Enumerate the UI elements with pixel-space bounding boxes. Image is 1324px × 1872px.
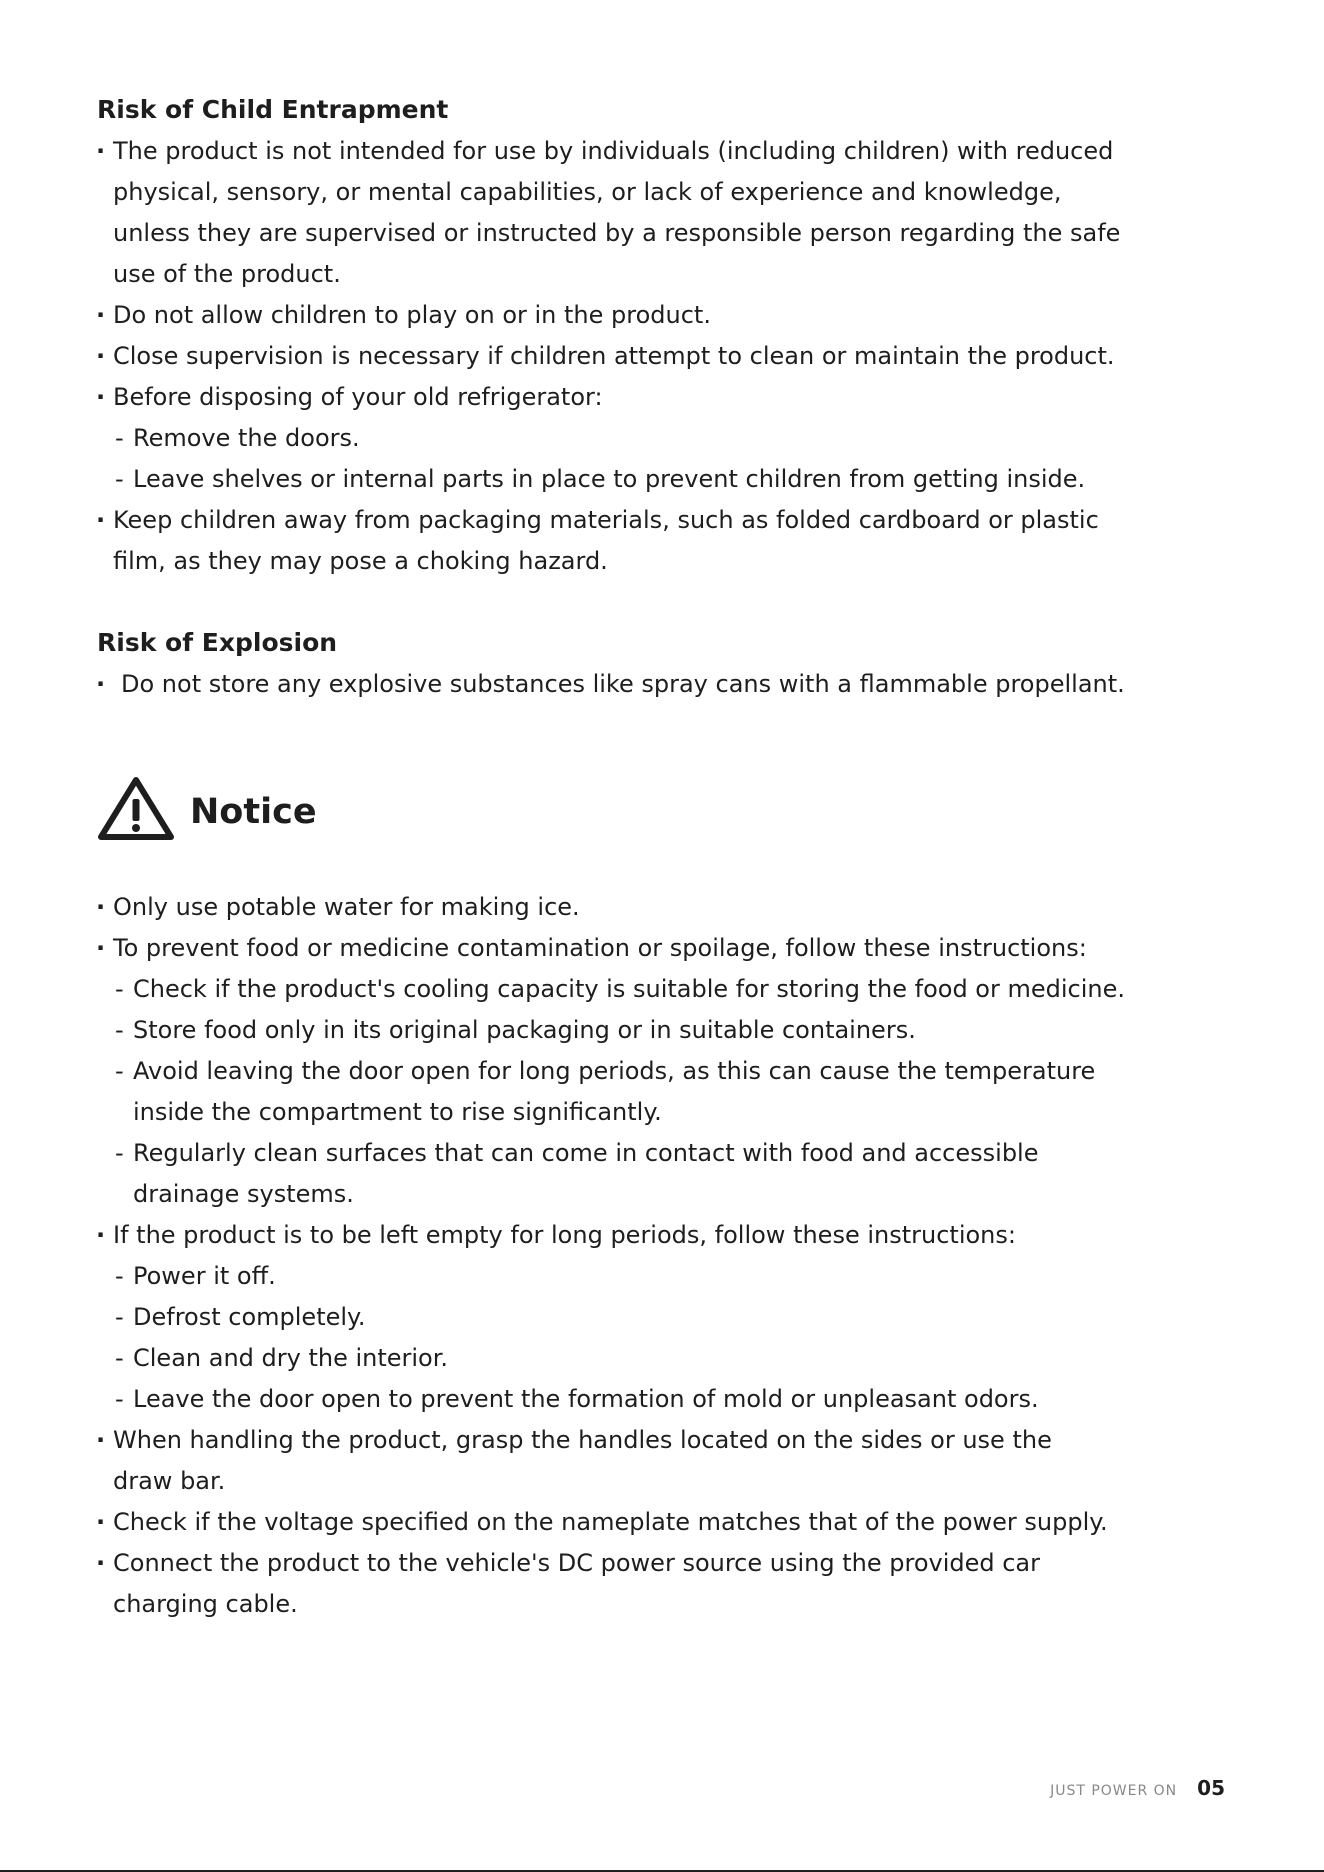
line-text: use of the product. [113,260,341,288]
list-item: · To prevent food or medicine contamination or spoilage, follow these instructions: [97,928,1237,969]
sub-list-item: - Leave shelves or internal parts in place to prevent children from getting inside. [115,465,1086,493]
sub-list-item: - Regularly clean surfaces that can come in contact with food and accessible drainage systems. [97,1133,1237,1215]
list-item: · Close supervision is necessary if children attempt to clean or maintain the product. [97,336,1237,377]
sub-list-item: - Leave the door open to prevent the formation of mold or unpleasant odors. [115,1385,1039,1413]
list-item [97,1420,1237,1502]
line-text: draw bar. [113,1467,226,1495]
line-text: Clean and dry the interior. [133,1344,449,1372]
list-item [97,131,1237,295]
footer-brand: JUST POWER ON [1050,1783,1178,1799]
section-title-child-entrapment: Risk of Child Entrapment [97,95,449,124]
list-item [97,1543,1237,1625]
sub-list-item: - Check if the product's cooling capacity is suitable for storing the food or medicine. [115,975,1126,1003]
list-item: · Only use potable water for making ice. [97,887,1237,928]
notice-list [97,887,1237,1625]
line-text: Power it off. [133,1262,276,1290]
list-item: · Do not allow children to play on or in the product. [97,295,1237,336]
page-content [97,93,1237,1625]
sub-list-item: - Remove the doors. [115,424,360,452]
section-title-explosion: Risk of Explosion [97,628,338,657]
line-text: film, as they may pose a choking hazard. [113,547,608,575]
line-text: Check if the product's cooling capacity is suitable for storing the food or medicine. [133,975,1126,1003]
list-item: · Before disposing of your old refrigerator: [97,377,1237,418]
line-text: Remove the doors. [133,424,360,452]
line-text: unless they are supervised or instructed by a responsible person regarding the safe [113,219,1121,247]
line-text: drainage systems. [133,1180,354,1208]
line-text: The product is not intended for use by individuals (including children) with reduced [113,137,1114,165]
list-item [97,500,1237,582]
line-text: charging cable. [113,1590,298,1618]
sub-list-item: - Power it off. [115,1262,276,1290]
sub-list-item: - Clean and dry the interior. [115,1344,449,1372]
sub-list-item: - Defrost completely. [115,1303,366,1331]
page-number: 05 [1197,1776,1225,1800]
list-item: · If the product is to be left empty for long periods, follow these instructions: [97,1215,1237,1256]
list-item: · Check if the voltage specified on the nameplate matches that of the power supply. [97,1502,1237,1543]
explosion-list [97,664,1237,705]
line-text: Connect the product to the vehicle's DC power source using the provided car [113,1549,1040,1577]
list-item: · Do not store any explosive substances like spray cans with a flammable propellant. [97,664,1237,705]
line-text: Avoid leaving the door open for long periods, as this can cause the temperature [133,1057,1096,1085]
line-text: When handling the product, grasp the handles located on the sides or use the [113,1426,1052,1454]
page-footer [1050,1776,1225,1800]
line-text: Leave shelves or internal parts in place to prevent children from getting inside. [133,465,1086,493]
line-text: physical, sensory, or mental capabilities, or lack of experience and knowledge, [113,178,1062,206]
line-text: inside the compartment to rise significantly. [133,1098,662,1126]
warning-triangle-icon [97,775,175,841]
notice-title: Notice [190,792,317,832]
sub-list-item: - Store food only in its original packaging or in suitable containers. [115,1016,916,1044]
line-text: Store food only in its original packaging or in suitable containers. [133,1016,916,1044]
line-text: Leave the door open to prevent the formation of mold or unpleasant odors. [133,1385,1039,1413]
line-text: Keep children away from packaging materials, such as folded cardboard or plastic [113,506,1099,534]
sub-list-item: - Avoid leaving the door open for long periods, as this can cause the temperature inside the compartment to rise significantly. [97,1051,1237,1133]
line-text: Defrost completely. [133,1303,366,1331]
notice-heading [97,775,1237,841]
line-text: Regularly clean surfaces that can come in contact with food and accessible [133,1139,1039,1167]
child-entrapment-list [97,131,1237,582]
